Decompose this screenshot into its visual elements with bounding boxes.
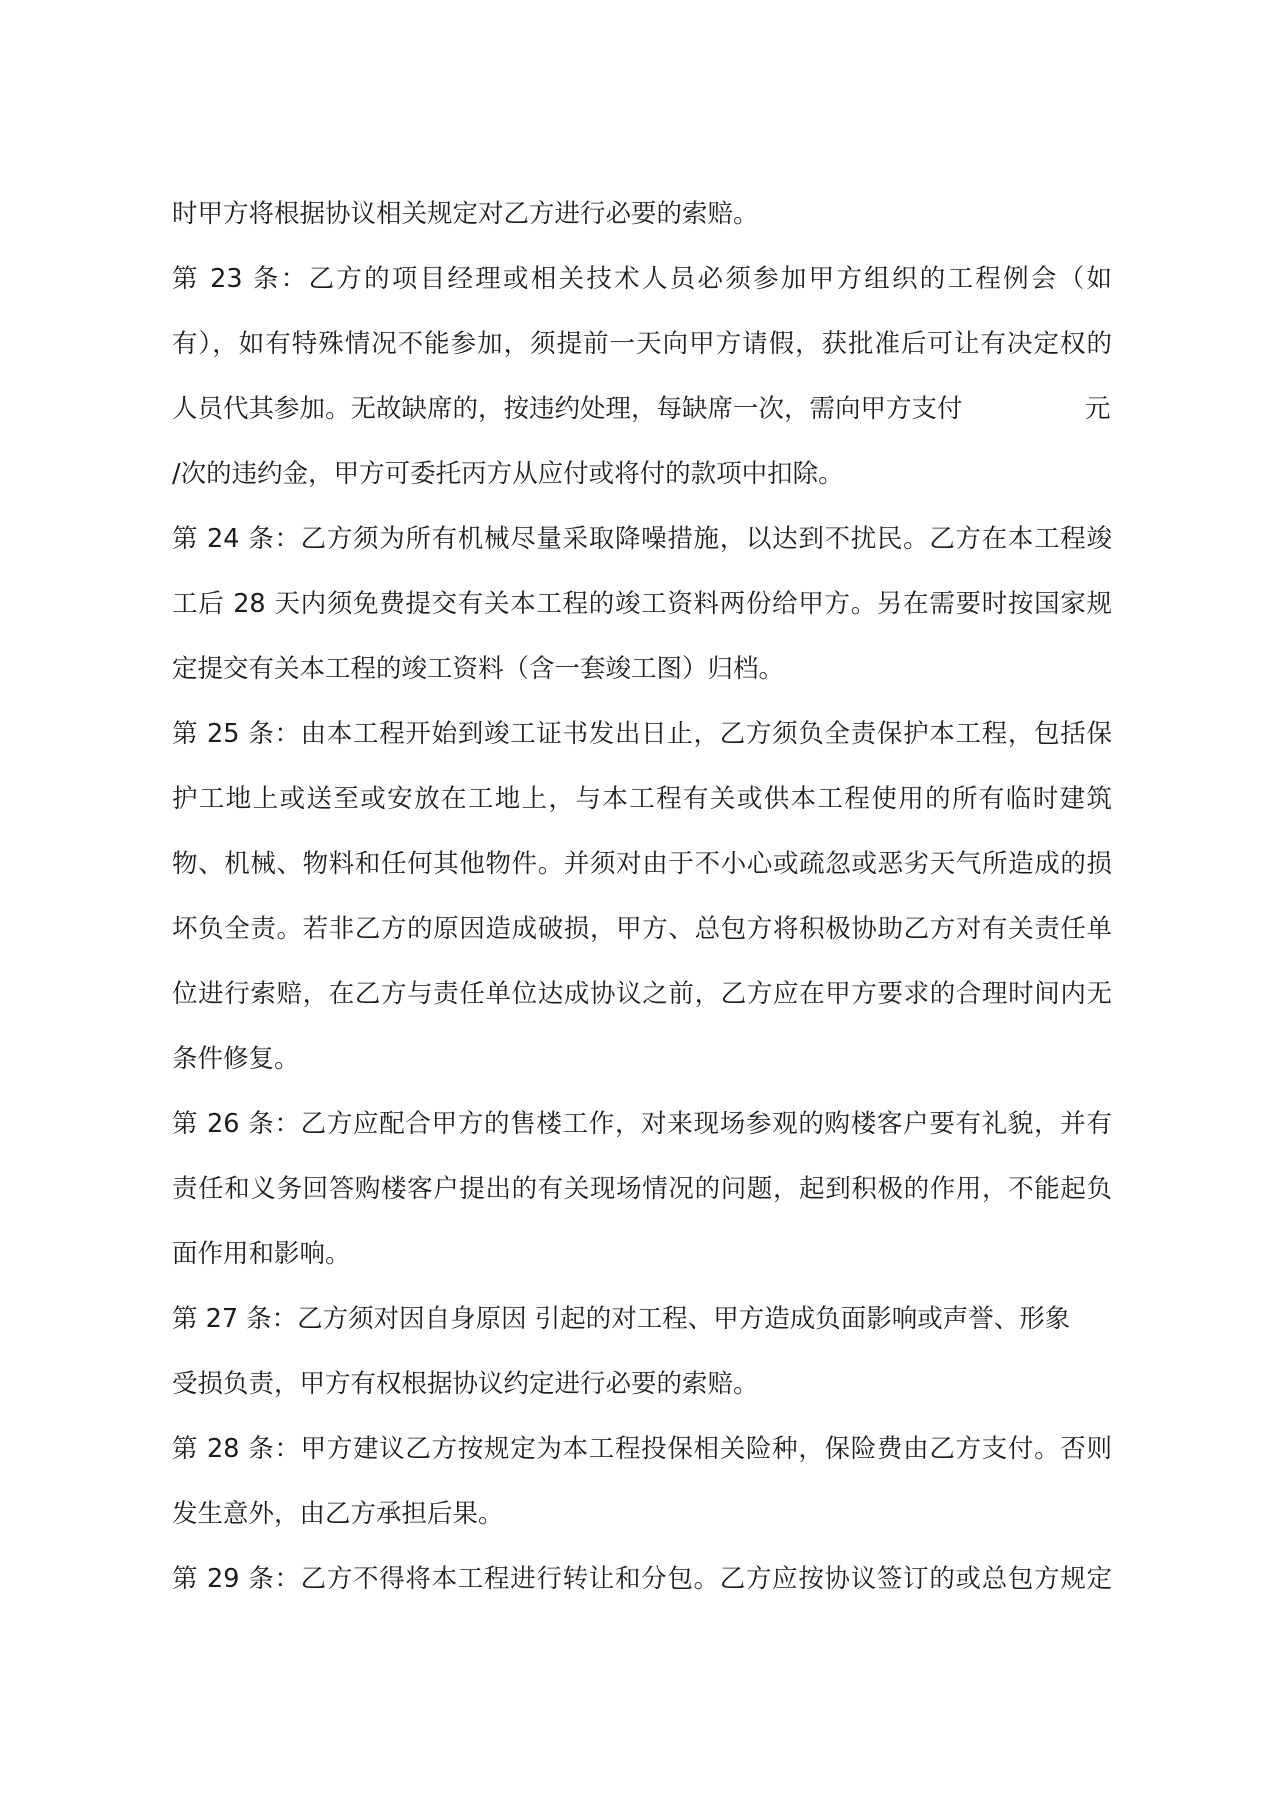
clause-25-line-6: 条件修复。 bbox=[172, 1044, 300, 1074]
clause-28-line-1: 第 28 条：甲方建议乙方按规定为本工程投保相关险种，保险费由乙方支付。否则 bbox=[172, 1434, 1112, 1464]
clause-26-line-1: 第 26 条：乙方应配合甲方的售楼工作，对来现场参观的购楼客户要有礼貌，并有 bbox=[172, 1109, 1112, 1139]
clause-25-line-4: 坏负全责。若非乙方的原因造成破损，甲方、总包方将积极协助乙方对有关责任单 bbox=[172, 914, 1112, 944]
clause-29-line-1: 第 29 条：乙方不得将本工程进行转让和分包。乙方应按协议签订的或总包方规定 bbox=[172, 1564, 1112, 1594]
clause-24-line-1: 第 24 条：乙方须为所有机械尽量采取降噪措施，以达到不扰民。乙方在本工程竣 bbox=[172, 524, 1112, 554]
text-line-1: 时甲方将根据协议相关规定对乙方进行必要的索赔。 bbox=[172, 199, 759, 229]
clause-23-line-1: 第 23 条：乙方的项目经理或相关技术人员必须参加甲方组织的工程例会（如 bbox=[172, 264, 1112, 294]
clause-25-line-1: 第 25 条：由本工程开始到竣工证书发出日止，乙方须负全责保护本工程，包括保 bbox=[172, 719, 1112, 749]
clause-25-line-5: 位进行索赔，在乙方与责任单位达成协议之前，乙方应在甲方要求的合理时间内无 bbox=[172, 979, 1112, 1009]
clause-26-line-2: 责任和义务回答购楼客户提出的有关现场情况的问题，起到积极的作用，不能起负 bbox=[172, 1174, 1112, 1204]
clause-23-line-4: /次的违约金，甲方可委托丙方从应付或将付的款项中扣除。 bbox=[172, 459, 844, 489]
clause-23-line-3: 人员代其参加。无故缺席的，按违约处理，每缺席一次，需向甲方支付 bbox=[172, 394, 963, 424]
clause-23-line-2: 有），如有特殊情况不能参加，须提前一天向甲方请假，获批准后可让有决定权的 bbox=[172, 329, 1112, 359]
clause-27-line-2: 受损负责，甲方有权根据协议约定进行必要的索赔。 bbox=[172, 1369, 759, 1399]
clause-25-line-3: 物、机械、物料和任何其他物件。并须对由于不小心或疏忽或恶劣天气所造成的损 bbox=[172, 849, 1112, 879]
clause-24-line-3: 定提交有关本工程的竣工资料（含一套竣工图）归档。 bbox=[172, 654, 785, 684]
clause-25-line-2: 护工地上或送至或安放在工地上，与本工程有关或供本工程使用的所有临时建筑 bbox=[172, 784, 1112, 814]
clause-26-line-3: 面作用和影响。 bbox=[172, 1239, 351, 1269]
clause-24-line-2: 工后 28 天内须免费提交有关本工程的竣工资料两份给甲方。另在需要时按国家规 bbox=[172, 589, 1112, 619]
clause-23-currency-unit: 元 bbox=[1085, 394, 1111, 424]
clause-28-line-2: 发生意外，由乙方承担后果。 bbox=[172, 1499, 504, 1529]
clause-27-line-1: 第 27 条：乙方须对因自身原因 引起的对工程、甲方造成负面影响或声誉、形象 bbox=[172, 1304, 1071, 1334]
